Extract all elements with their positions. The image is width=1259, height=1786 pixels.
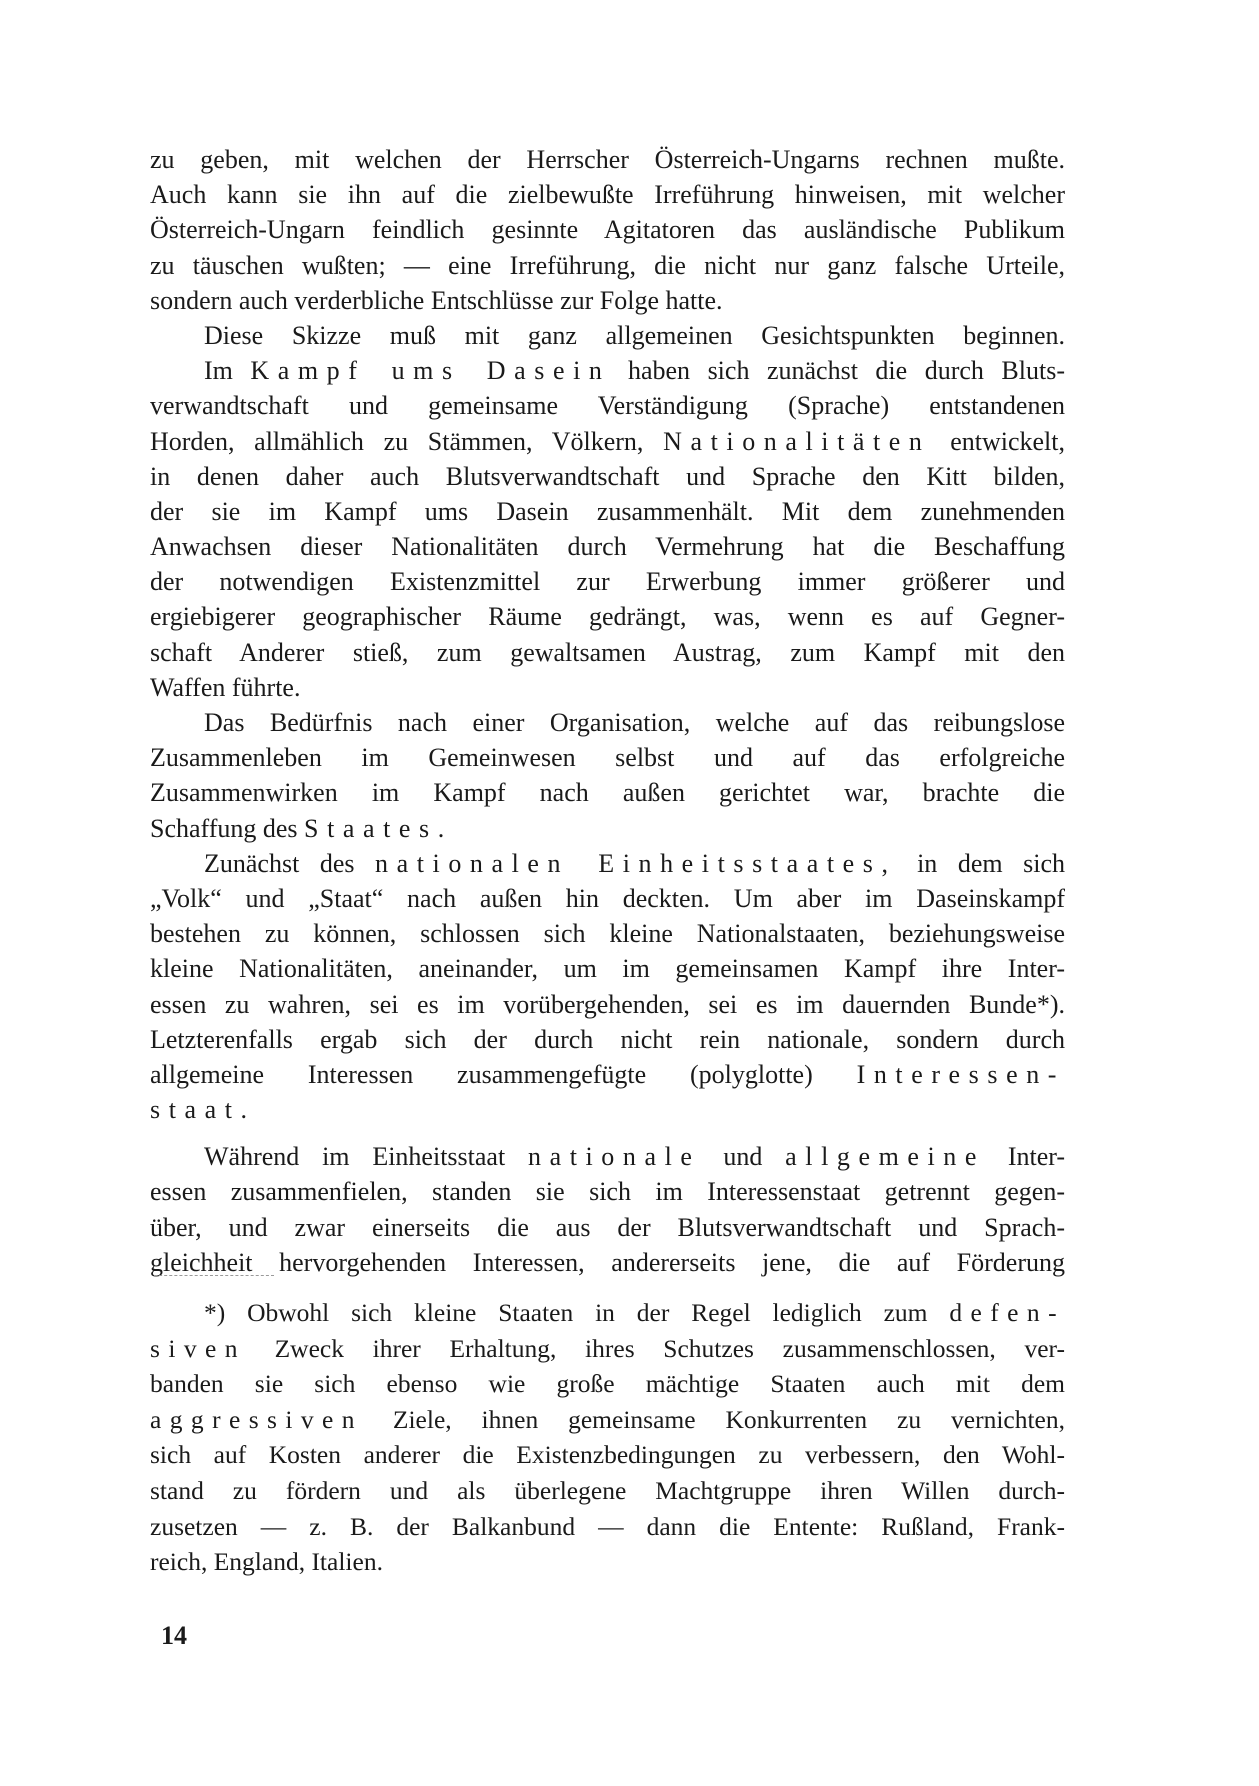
footnote-line: banden sie sich ebenso wie große mächtige Staaten auch mit dem: [150, 1369, 1065, 1399]
text-line: gleichheit hervorgehenden Interessen, andererseits jene, die auf Förderung: [150, 1247, 1065, 1277]
text-line: [150, 1057, 1065, 1092]
text-fragment: und: [723, 1142, 763, 1172]
text-line: Letzterenfalls ergab sich der durch nicht rein nationale, sondern durch: [150, 1024, 1065, 1054]
text-fragment: Inter-: [1007, 1142, 1065, 1172]
page-number: 14: [161, 1621, 187, 1650]
spaced-term: Kampf ums Dasein: [250, 356, 611, 386]
text-line: der sie im Kampf ums Dasein zusammenhält. Mit dem zunehmenden: [150, 496, 1065, 526]
text-fragment: entwickelt,: [950, 426, 1065, 456]
text-fragment: Im: [204, 356, 233, 386]
spaced-term: allgemeine: [785, 1142, 985, 1172]
text-line: Österreich-Ungarn feindlich gesinnte Agitatoren das ausländische Publikum: [150, 215, 1065, 245]
paragraph-gap: [150, 1127, 1065, 1139]
text-fragment: Zweck ihrer Erhaltung, ihres Schutzes zusammenschlossen, ver-: [274, 1333, 1065, 1363]
text-line: essen zusammenfielen, standen sie sich im Interessenstaat getrennt gegen-: [150, 1177, 1065, 1207]
text-line: zu täuschen wußten; — eine Irreführung, die nicht nur ganz falsche Urteile,: [150, 250, 1065, 280]
text-fragment: haben sich zunächst die durch Bluts-: [627, 356, 1065, 386]
text-line: [150, 811, 1065, 846]
text-line: Das Bedürfnis nach einer Organisation, welche auf das reibungslose: [204, 708, 1065, 737]
footnote-line: [150, 1331, 1065, 1367]
text-line: der notwendigen Existenzmittel zur Erwerbung immer größerer und: [150, 567, 1065, 597]
text-line: Zusammenleben im Gemeinwesen selbst und auf das erfolgreiche: [150, 743, 1065, 773]
footnote-line: sich auf Kosten anderer die Existenzbedingungen zu verbessern, den Wohl-: [150, 1440, 1065, 1470]
text-fragment: Während im Einheitsstaat: [204, 1142, 506, 1172]
footnote: [150, 1295, 1065, 1580]
text-line: bestehen zu können, schlossen sich kleine Nationalstaaten, beziehungsweise: [150, 919, 1065, 949]
text-fragment: Horden, allmählich zu Stämmen, Völkern,: [150, 426, 644, 456]
text-line: Zusammenwirken im Kampf nach außen gerichtet war, brachte die: [150, 778, 1065, 808]
text-fragment: Schaffung des: [150, 813, 298, 843]
text-fragment: Ziele, ihnen gemeinsame Konkurrenten zu vernichten,: [392, 1404, 1065, 1434]
text-line: über, und zwar einerseits die aus der Blutsverwandtschaft und Sprach-: [150, 1212, 1065, 1242]
text-line: Waffen führte.: [150, 672, 301, 702]
footnote-separator: [154, 1275, 274, 1276]
footnote-line: stand zu fördern und als überlegene Machtgruppe ihren Willen durch-: [150, 1475, 1065, 1505]
spaced-term: Staates.: [304, 813, 453, 843]
text-line: [150, 424, 1065, 459]
text-line: [150, 846, 1065, 881]
text-line: Anwachsen dieser Nationalitäten durch Vermehrung hat die Beschaffung: [150, 532, 1065, 562]
text-line: [150, 1092, 1065, 1127]
text-line: [150, 353, 1065, 388]
text-line: verwandtschaft und gemeinsame Verständigung (Sprache) entstandenen: [150, 391, 1065, 421]
text-line: schaft Anderer stieß, zum gewaltsamen Austrag, zum Kampf mit den: [150, 637, 1065, 667]
text-fragment: Zunächst des: [204, 848, 355, 878]
text-fragment: allgemeine Interessen zusammengefügte (polyglotte): [150, 1059, 813, 1089]
text-line: Diese Skizze muß mit ganz allgemeinen Gesichtspunkten beginnen.: [204, 320, 1065, 350]
spaced-term: nationalen Einheitsstaates,: [375, 848, 897, 878]
text-line: essen zu wahren, sei es im vorübergehenden, sei es im dauernden Bunde*).: [150, 989, 1065, 1019]
spaced-term: nationale: [528, 1142, 701, 1172]
spaced-term: defen-: [949, 1298, 1065, 1327]
text-line: „Volk“ und „Staat“ nach außen hin deckten. Um aber im Daseinskampf: [150, 883, 1065, 913]
spaced-term: Interessen-: [856, 1059, 1065, 1089]
text-line: kleine Nationalitäten, aneinander, um im gemeinsamen Kampf ihre Inter-: [150, 954, 1065, 984]
spaced-term: staat.: [150, 1095, 256, 1125]
spaced-term: siven: [150, 1333, 246, 1363]
text-line: ergiebigerer geographischer Räume gedrängt, was, wenn es auf Gegner-: [150, 602, 1065, 632]
body-text: [150, 142, 1065, 1280]
footnote-line: reich, England, Italien.: [150, 1547, 383, 1577]
text-line: Auch kann sie ihn auf die zielbewußte Irreführung hinweisen, mit welcher: [150, 180, 1065, 210]
text-line: [150, 1139, 1065, 1174]
footnote-line: zusetzen — z. B. der Balkanbund — dann die Entente: Rußland, Frank-: [150, 1511, 1065, 1541]
footnote-line: [150, 1402, 1065, 1438]
text-line: zu geben, mit welchen der Herrscher Österreich-Ungarns rechnen mußte.: [150, 145, 1065, 174]
text-line: in denen daher auch Blutsverwandtschaft und Sprache den Kitt bilden,: [150, 461, 1065, 491]
text-line: sondern auch verderbliche Entschlüsse zur Folge hatte.: [150, 285, 723, 315]
footnote-line: [150, 1295, 1065, 1331]
spaced-term: Nationalitäten: [663, 426, 931, 456]
spaced-term: aggressiven: [150, 1404, 363, 1434]
text-fragment: *) Obwohl sich kleine Staaten in der Regel lediglich zum: [204, 1298, 928, 1327]
text-fragment: in dem sich: [917, 848, 1065, 878]
